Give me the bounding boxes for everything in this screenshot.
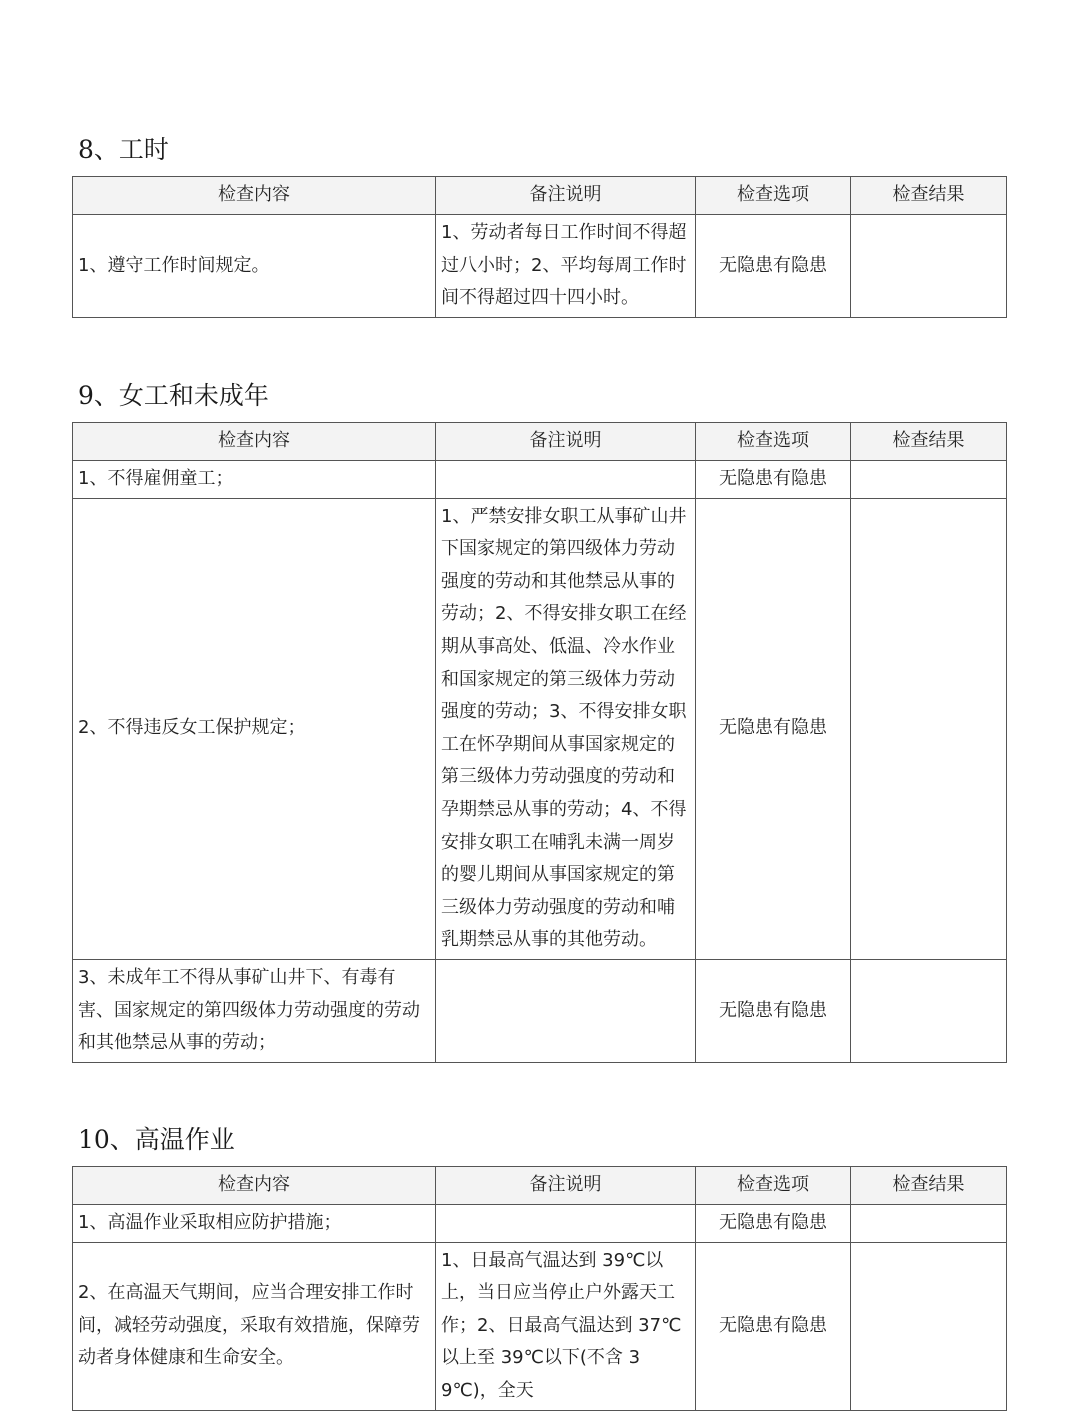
remarks-cell [436,1205,696,1243]
check-option-cell[interactable]: 无隐患有隐患 [696,1205,851,1243]
check-result-cell[interactable] [851,498,1007,959]
check-result-cell[interactable] [851,215,1007,318]
header-check-content: 检查内容 [73,177,436,215]
table-row [73,461,1007,499]
working-hours-table [72,176,1007,318]
check-content-cell: 3、未成年工不得从事矿山井下、有毒有害、国家规定的第四级体力劳动强度的劳动和其他禁忌从事的劳动； [73,959,436,1062]
check-result-cell[interactable] [851,959,1007,1062]
check-content-cell: 1、遵守工作时间规定。 [73,215,436,318]
table-header-row [73,1167,1007,1205]
remarks-cell [436,959,696,1062]
check-option-cell[interactable]: 无隐患有隐患 [696,215,851,318]
table-row [73,498,1007,959]
header-check-option: 检查选项 [696,177,851,215]
header-remarks: 备注说明 [436,1167,696,1205]
table-row [73,1205,1007,1243]
check-content-cell: 1、不得雇佣童工； [73,461,436,499]
table-row [73,959,1007,1062]
remarks-cell [436,461,696,499]
table-row [73,215,1007,318]
header-check-content: 检查内容 [73,1167,436,1205]
high-temperature-work-table [72,1166,1007,1411]
table-header-row [73,177,1007,215]
check-content-cell: 2、不得违反女工保护规定； [73,498,436,959]
header-remarks: 备注说明 [436,423,696,461]
header-check-option: 检查选项 [696,423,851,461]
header-remarks: 备注说明 [436,177,696,215]
check-content-cell: 2、在高温天气期间，应当合理安排工作时间，减轻劳动强度，采取有效措施，保障劳动者身体健康和生命安全。 [73,1242,436,1410]
section-title-female-minor-workers: 9、女工和未成年 [78,381,269,410]
header-check-content: 检查内容 [73,423,436,461]
header-check-result: 检查结果 [851,1167,1007,1205]
check-option-cell[interactable]: 无隐患有隐患 [696,1242,851,1410]
section-title-working-hours: 8、工时 [78,135,169,164]
check-result-cell[interactable] [851,461,1007,499]
check-option-cell[interactable]: 无隐患有隐患 [696,461,851,499]
female-minor-workers-table [72,422,1007,1063]
remarks-cell: 1、日最高气温达到 39℃以上，当日应当停止户外露天工作；2、日最高气温达到 37℃以上至 39℃以下(不含 39℃)，全天 [436,1242,696,1410]
header-check-option: 检查选项 [696,1167,851,1205]
check-option-cell[interactable]: 无隐患有隐患 [696,498,851,959]
header-check-result: 检查结果 [851,177,1007,215]
remarks-cell: 1、劳动者每日工作时间不得超过八小时；2、平均每周工作时间不得超过四十四小时。 [436,215,696,318]
table-row [73,1242,1007,1410]
check-option-cell[interactable]: 无隐患有隐患 [696,959,851,1062]
check-content-cell: 1、高温作业采取相应防护措施； [73,1205,436,1243]
table-header-row [73,423,1007,461]
check-result-cell[interactable] [851,1242,1007,1410]
check-result-cell[interactable] [851,1205,1007,1243]
header-check-result: 检查结果 [851,423,1007,461]
remarks-cell: 1、严禁安排女职工从事矿山井下国家规定的第四级体力劳动强度的劳动和其他禁忌从事的劳动；2、不得安排女职工在经期从事高处、低温、冷水作业和国家规定的第三级体力劳动强度的劳动；3、不得安排女职工在怀孕期间从事国家规定的第三级体力劳动强度的劳动和孕期禁忌从事的劳动；4、不得安排女职工在哺乳未满一周岁的婴儿期间从事国家规定的第三级体力劳动强度的劳动和哺乳期禁忌从事的其他劳动。 [436,498,696,959]
section-title-high-temperature-work: 10、高温作业 [78,1125,235,1154]
